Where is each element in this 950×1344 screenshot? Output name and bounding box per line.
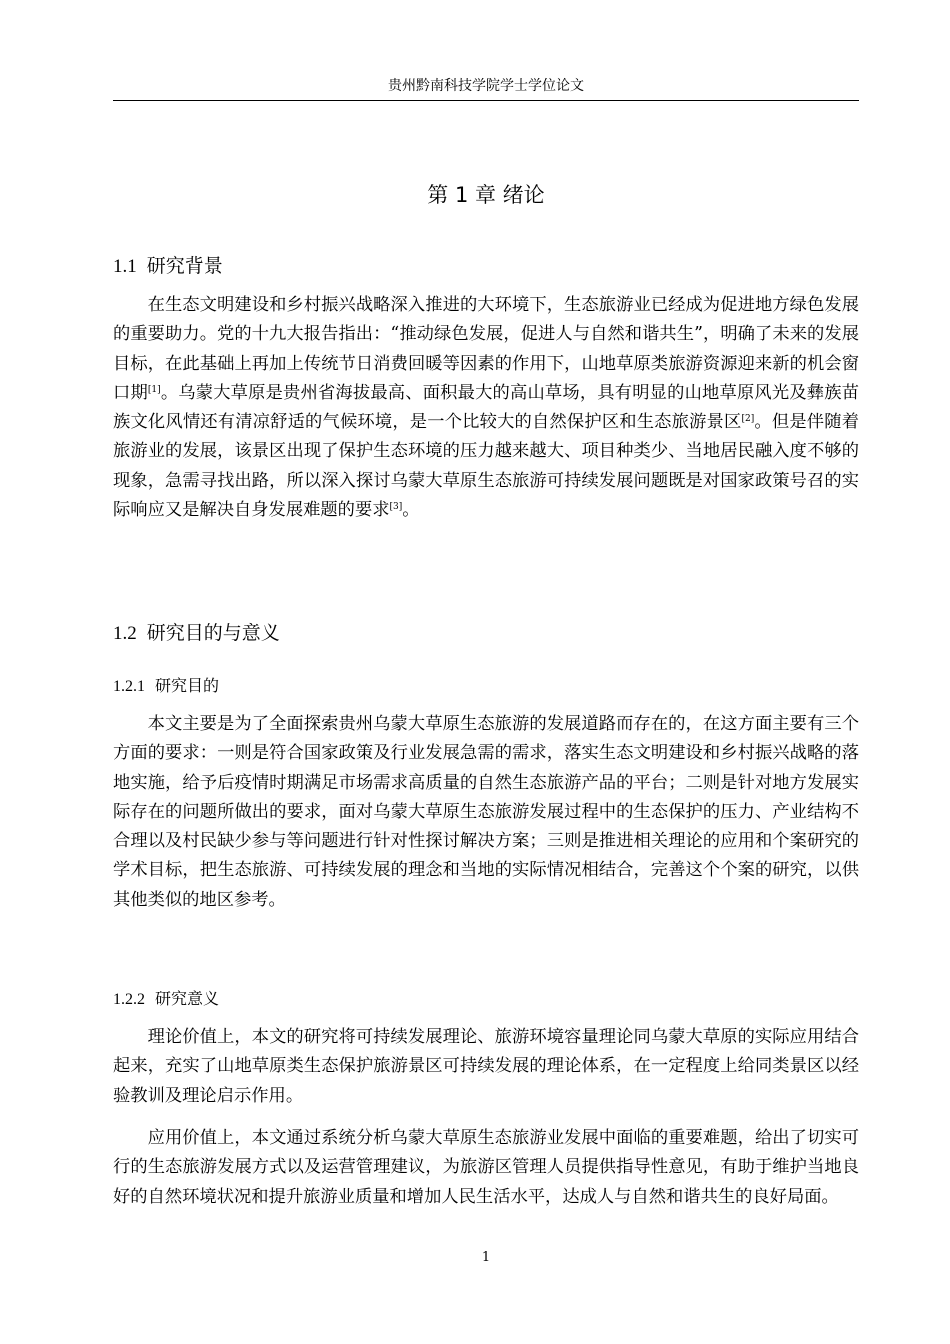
section-title: 研究目的与意义: [146, 622, 280, 644]
subsection-heading-1-2-2: [113, 987, 219, 1012]
paragraph-text: 。但是伴随着旅游业的发展，该景区出现了保护生态环境的压力越来越大、项目种类少、当地居民融入度不够的现象，急需寻找出路，所以深入探讨乌蒙大草原生态旅游可持续发展问题既是对国家政策号召的实际响应又是解决自身发展难题的要求: [113, 412, 859, 521]
subsection-title: 研究目的: [155, 676, 220, 695]
paragraph-text: 在生态文明建设和乡村振兴战略深入推进的大环境下，生态旅游业已经成为促进地方绿色发展的重要助力。党的十九大报告指出：“推动绿色发展，促进人与自然和谐共生”，明确了未来的发展目标，在此基础上再加上传统节日消费回暖等因素的作用下，山地草原类旅游资源迎来新的机会窗口期: [113, 295, 859, 403]
subsection-heading-1-2-1: [113, 674, 219, 699]
subsection-number: 1.2.1: [113, 678, 145, 695]
header-divider: [113, 100, 859, 101]
running-header: 贵州黔南科技学院学士学位论文: [388, 78, 584, 94]
purpose-paragraph: 本文主要是为了全面探索贵州乌蒙大草原生态旅游的发展道路而存在的，在这方面主要有三个方面的要求：一则是符合国家政策及行业发展急需的需求，落实生态文明建设和乡村振兴战略的落地实施，给予后疫情时期满足市场需求高质量的自然生态旅游产品的平台；二则是针对地方发展实际存在的问题所做出的要求，面对乌蒙大草原生态旅游发展过程中的生态保护的压力、产业结构不合理以及村民缺少参与等问题进行针对性探讨解决方案；三则是推进相关理论的应用和个案研究的学术目标，把生态旅游、可持续发展的理念和当地的实际情况相结合，完善这个个案的研究，以供其他类似的地区参考。: [113, 714, 859, 910]
subsection-number: 1.2.2: [113, 991, 145, 1008]
section-heading-1-2: [113, 619, 280, 648]
section-number: 1.1: [113, 256, 137, 277]
section-title: 研究背景: [146, 255, 223, 277]
background-paragraph: [113, 291, 859, 525]
section-number: 1.2: [113, 623, 137, 644]
theoretical-value-paragraph: 理论价值上，本文的研究将可持续发展理论、旅游环境容量理论同乌蒙大草原的实际应用结合起来，充实了山地草原类生态保护旅游景区可持续发展的理论体系，在一定程度上给同类景区以经验教训及理论启示作用。: [113, 1027, 859, 1106]
applied-value-paragraph: 应用价值上，本文通过系统分析乌蒙大草原生态旅游业发展中面临的重要难题，给出了切实可行的生态旅游发展方式以及运营管理建议，为旅游区管理人员提供指导性意见，有助于维护当地良好的自然环境状况和提升旅游业质量和增加人民生活水平，达成人与自然和谐共生的良好局面。: [113, 1128, 859, 1207]
citation-ref: [2]: [741, 414, 755, 425]
section-heading-1-1: [113, 252, 223, 281]
chapter-title: 第 1 章 绪论: [427, 183, 545, 207]
citation-ref: [3]: [389, 502, 403, 513]
subsection-title: 研究意义: [155, 989, 220, 1008]
citation-ref: [1]: [147, 384, 161, 395]
paragraph-text: 。乌蒙大草原是贵州省海拔最高、面积最大的高山草场，具有明显的山地草原风光及彝族苗族文化风情还有清凉舒适的气候环境，是一个比较大的自然保护区和生态旅游景区: [113, 382, 859, 433]
page-number: 1: [481, 1250, 491, 1265]
paragraph-text: 。: [402, 500, 420, 521]
